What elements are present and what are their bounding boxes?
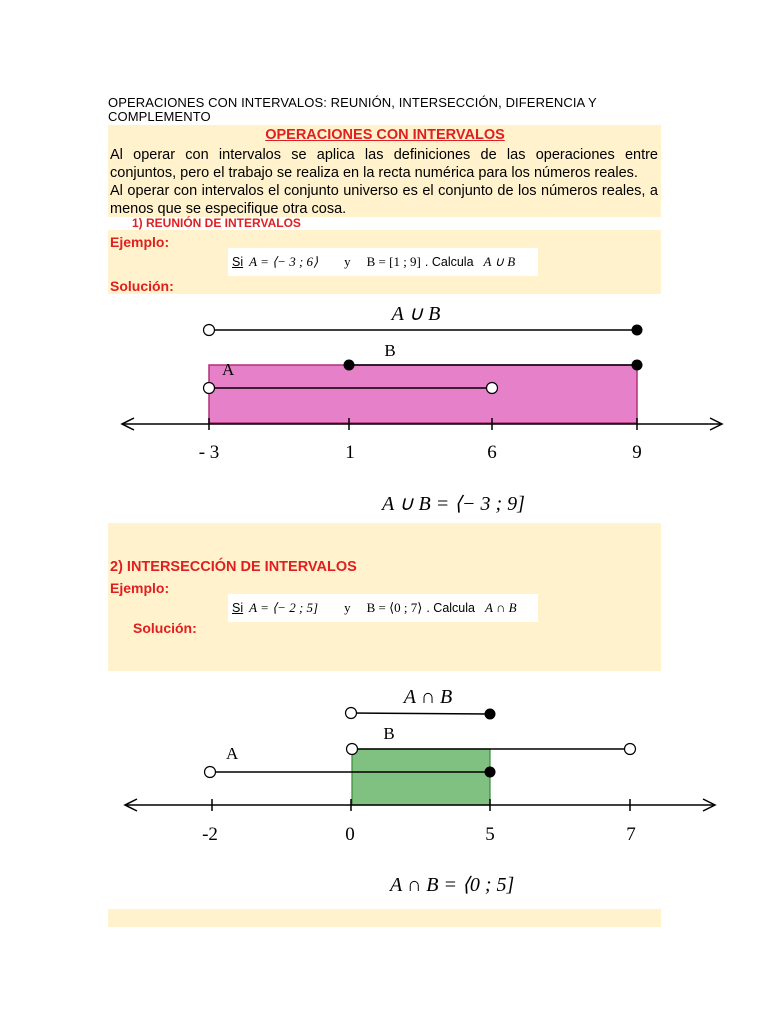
eq2-si: Si xyxy=(232,601,244,615)
a-open-start xyxy=(205,767,216,778)
main-heading: OPERACIONES CON INTERVALOS xyxy=(265,127,505,143)
a-open-end xyxy=(487,383,498,394)
a-closed-end xyxy=(485,767,496,778)
tick-label: 9 xyxy=(632,442,642,463)
eq2-calc: . Calcula xyxy=(426,601,475,615)
tick-label: 6 xyxy=(487,442,497,463)
section1-equation xyxy=(228,248,538,276)
intersection-shaded-region xyxy=(352,749,490,805)
tick-label: 0 xyxy=(345,824,355,845)
a-open-start xyxy=(204,383,215,394)
tick-label: 5 xyxy=(485,824,495,845)
intersection-top-label: A ∩ B xyxy=(403,686,453,708)
eq1-a-def: A = ⟨− 3 ; 6⟩ xyxy=(249,254,319,269)
label-a: A xyxy=(222,360,235,379)
section2-equation xyxy=(228,594,538,622)
eq2-b-def: B = ⟨0 ; 7⟩ xyxy=(366,600,423,615)
eq1-si: Si xyxy=(232,255,244,269)
intersection-result: A ∩ B = ⟨0 ; 5] xyxy=(390,874,515,896)
label-a: A xyxy=(226,744,239,763)
tick-label: -2 xyxy=(202,824,218,845)
union-shaded-region xyxy=(209,365,637,423)
eq1-op: A ∪ B xyxy=(483,254,516,269)
union-diagram xyxy=(0,294,768,524)
b-open-end xyxy=(625,744,636,755)
document-title: OPERACIONES CON INTERVALOS: REUNIÓN, INTERSECCIÓN, DIFERENCIA Y COMPLEMENTO xyxy=(108,95,597,124)
intro-paragraph-2: Al operar con intervalos el conjunto universo es el conjunto de los números reales, a menos que se especifique otra cosa. xyxy=(110,183,658,217)
label-b: B xyxy=(384,341,396,360)
b-open-start xyxy=(347,744,358,755)
section2-solution-label: Solución: xyxy=(133,620,197,636)
b-closed-end xyxy=(632,360,643,371)
intersection-diagram xyxy=(0,672,768,928)
eq2-y: y xyxy=(344,600,351,615)
union-open-endpoint xyxy=(204,325,215,336)
intro-paragraph-1: Al operar con intervalos se aplica las definiciones de las operaciones entre conjuntos, pero el trabajo se realiza en la recta numérica para los números reales. xyxy=(110,147,658,181)
eq2-op: A ∩ B xyxy=(485,600,517,615)
section1-example-label: Ejemplo: xyxy=(110,234,170,250)
tick-label: 1 xyxy=(345,442,355,463)
b-closed-start xyxy=(344,360,355,371)
intersection-segment xyxy=(351,713,490,714)
intersection-closed-endpoint xyxy=(485,709,496,720)
bottom-band xyxy=(108,909,661,927)
section1-title: 1) REUNIÓN DE INTERVALOS xyxy=(132,216,301,230)
tick-label: - 3 xyxy=(198,442,220,463)
section1-solution-label: Solución: xyxy=(110,278,174,294)
section2-title: 2) INTERSECCIÓN DE INTERVALOS xyxy=(110,559,357,575)
union-closed-endpoint xyxy=(632,325,643,336)
union-result: A ∪ B = ⟨− 3 ; 9] xyxy=(382,493,525,515)
tick-label: 7 xyxy=(626,824,636,845)
eq1-b-def: B = [1 ; 9] xyxy=(366,254,421,269)
union-top-label: A ∪ B xyxy=(391,303,441,325)
eq2-a-def: A = ⟨− 2 ; 5] xyxy=(249,600,319,615)
eq1-y: y xyxy=(344,254,351,269)
section2-example-label: Ejemplo: xyxy=(110,580,170,596)
label-b: B xyxy=(383,724,395,743)
eq1-calc: . Calcula xyxy=(424,255,474,269)
intersection-open-endpoint xyxy=(346,708,357,719)
